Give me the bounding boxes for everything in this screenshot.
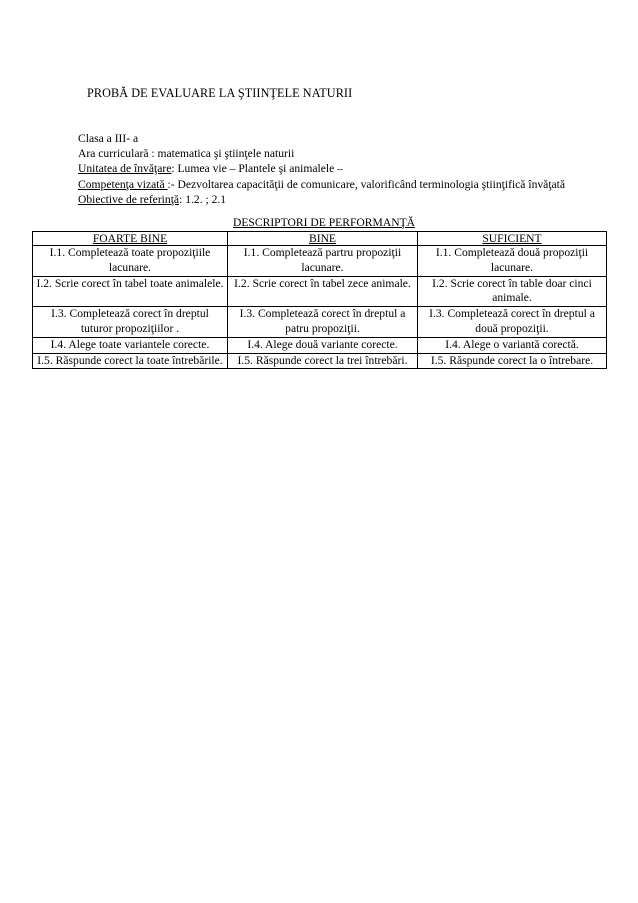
obiective-value: : 1.2. ; 2.1 <box>179 192 227 206</box>
page-title: PROBĂ DE EVALUARE LA ŞTIINŢELE NATURII <box>87 86 353 100</box>
clasa-line: Clasa a III- a <box>78 132 139 145</box>
table-cell: I.2. Scrie corect în tabel zece animale. <box>228 276 418 307</box>
column-header-suficient: SUFICIENT <box>418 232 607 246</box>
table-row <box>33 353 607 369</box>
column-header-bine: BINE <box>228 232 418 246</box>
descriptors-heading: DESCRIPTORI DE PERFORMANŢĂ <box>232 216 416 229</box>
table-cell: I.4. Alege o variantă corectă. <box>418 337 607 353</box>
descriptors-table <box>32 231 607 369</box>
table-row <box>33 337 607 353</box>
table-cell: I.4. Alege toate variantele corecte. <box>33 337 228 353</box>
table-cell: I.2. Scrie corect în table doar cinci animale. <box>418 276 607 307</box>
obiective-line <box>78 192 618 207</box>
competenta-value: :- Dezvoltarea capacităţii de comunicare, valorificând terminologia ştiinţifică învăţată <box>167 177 566 191</box>
table-cell: I.3. Completează corect în dreptul a patru propoziţii. <box>228 307 418 338</box>
unitatea-value: : Lumea vie – Plantele şi animalele – <box>171 162 343 176</box>
table-cell: I.5. Răspunde corect la o întrebare. <box>418 353 607 369</box>
table-row <box>33 307 607 338</box>
table-cell: I.1. Completează toate propoziţiile lacunare. <box>33 246 228 277</box>
unitatea-line <box>78 161 618 176</box>
table-row <box>33 276 607 307</box>
unitatea-label: Unitatea de învăţare <box>78 162 172 176</box>
table-cell: I.2. Scrie corect în tabel toate animalele. <box>33 276 228 307</box>
table-cell: I.5. Răspunde corect la trei întrebări. <box>228 353 418 369</box>
competenta-label: Competenţa vizată <box>78 177 168 191</box>
table-cell: I.4. Alege două variante corecte. <box>228 337 418 353</box>
table-cell: I.3. Completează corect în dreptul a două propoziţii. <box>418 307 607 338</box>
table-row <box>33 246 607 277</box>
test-metadata <box>78 131 618 207</box>
table-cell: I.3. Completează corect în dreptul tuturor propoziţiilor . <box>33 307 228 338</box>
column-header-foarte-bine: FOARTE BINE <box>33 232 228 246</box>
aria-curriculara-line: Ara curriculară : matematica şi ştiinţele naturii <box>78 147 295 161</box>
table-cell: I.1. Completează două propoziţii lacunare. <box>418 246 607 277</box>
table-header-row <box>33 232 607 246</box>
competenta-line <box>78 177 618 192</box>
obiective-label: Obiective de referinţă <box>78 192 180 206</box>
table-cell: I.5. Răspunde corect la toate întrebările. <box>33 353 228 369</box>
table-cell: I.1. Completează partru propoziţii lacunare. <box>228 246 418 277</box>
